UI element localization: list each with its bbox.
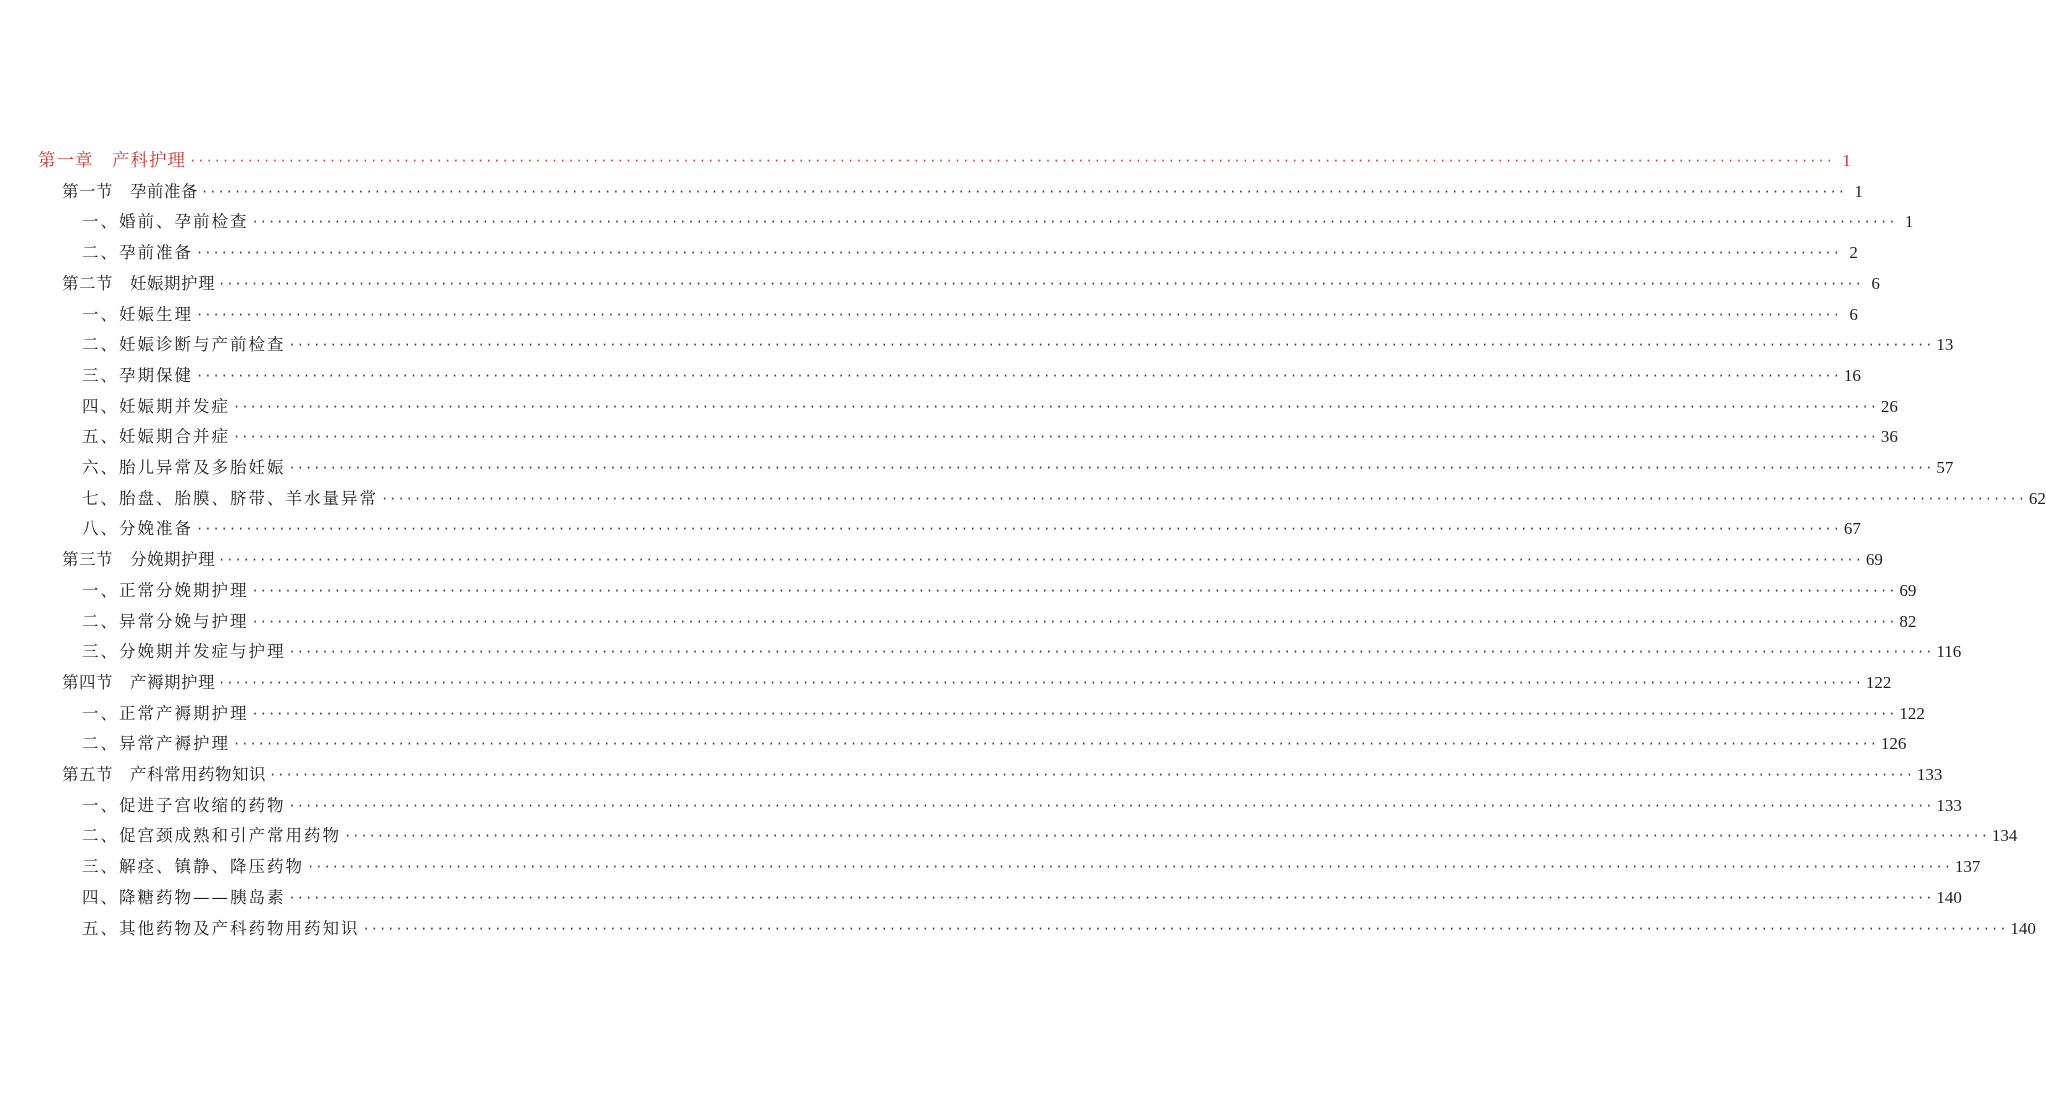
toc-entry-page: 116 xyxy=(1936,642,1962,662)
toc-section-entry[interactable] xyxy=(62,762,1943,788)
toc-entry-page: 1 xyxy=(1854,181,1863,201)
toc-section-entry[interactable] xyxy=(62,271,1880,297)
toc-item-entry[interactable] xyxy=(82,516,1861,542)
dot-leader: ········································································································································································································ xyxy=(218,675,1863,690)
dot-leader: ········································································································································································································ xyxy=(196,246,1841,261)
toc-item-entry[interactable] xyxy=(82,486,2046,512)
toc-item-entry[interactable] xyxy=(82,793,1962,819)
toc-entry-page: 26 xyxy=(1880,396,1898,416)
toc-entry-page: 69 xyxy=(1899,580,1917,600)
toc-item-entry[interactable] xyxy=(82,209,1914,235)
dot-leader: ········································································································································································································ xyxy=(233,399,1878,414)
toc-entry-label: 二、异常产褥护理 xyxy=(82,734,230,754)
dot-leader: ········································································································································································································ xyxy=(233,430,1878,445)
dot-leader: ········································································································································································································ xyxy=(288,645,1934,660)
toc-item-entry[interactable] xyxy=(82,302,1858,328)
toc-item-entry[interactable] xyxy=(82,363,1861,389)
dot-leader: ········································································································································································································ xyxy=(362,921,2008,936)
toc-item-entry[interactable] xyxy=(82,854,1981,880)
toc-entry-label: 第一节 孕前准备 xyxy=(62,181,198,201)
toc-entry-label: 三、孕期保健 xyxy=(82,365,193,385)
toc-item-entry[interactable] xyxy=(82,916,2036,942)
toc-entry-page: 137 xyxy=(1954,857,1981,877)
toc-entry-label: 一、正常分娩期护理 xyxy=(82,580,249,600)
toc-entry-label: 三、解痉、镇静、降压药物 xyxy=(82,857,304,877)
toc-entry-label: 第一章 产科护理 xyxy=(38,151,186,171)
toc-entry-page: 36 xyxy=(1880,427,1898,447)
toc-item-entry[interactable] xyxy=(82,885,1962,911)
toc-entry-page: 6 xyxy=(1871,273,1880,293)
toc-chapter-entry[interactable] xyxy=(38,148,1851,174)
toc-entry-label: 二、异常分娩与护理 xyxy=(82,611,249,631)
dot-leader: ········································································································································································································ xyxy=(288,890,1934,905)
toc-entry-page: 62 xyxy=(2028,488,2046,508)
toc-entry-page: 82 xyxy=(1899,611,1917,631)
toc-entry-label: 三、分娩期并发症与护理 xyxy=(82,642,286,662)
toc-entry-page: 1 xyxy=(1842,151,1851,170)
dot-leader: ········································································································································································································ xyxy=(201,184,1846,199)
toc-item-entry[interactable] xyxy=(82,823,2018,849)
toc-item-entry[interactable] xyxy=(82,424,1898,450)
toc-entry-label: 一、婚前、孕前检查 xyxy=(82,212,249,232)
dot-leader: ········································································································································································································ xyxy=(196,368,1841,383)
toc-entry-label: 六、胎儿异常及多胎妊娠 xyxy=(82,458,286,477)
dot-leader: ········································································································································································································ xyxy=(288,338,1934,353)
toc-entry-label: 八、分娩准备 xyxy=(82,519,193,539)
toc-entry-page: 16 xyxy=(1843,365,1861,385)
toc-entry-label: 第五节 产科常用药物知识 xyxy=(62,765,266,784)
toc-item-entry[interactable] xyxy=(82,455,1954,481)
toc-entry-label: 一、促进子宫收缩的药物 xyxy=(82,795,286,815)
dot-leader: ········································································································································································································ xyxy=(381,491,2026,506)
toc-entry-label: 四、妊娠期并发症 xyxy=(82,396,230,416)
dot-leader: ········································································································································································································ xyxy=(251,614,1897,629)
dot-leader: ········································································································································································································ xyxy=(233,737,1878,752)
dot-leader: ········································································································································································································ xyxy=(189,154,1834,168)
dot-leader: ········································································································································································································ xyxy=(288,461,1934,475)
toc-entry-label: 五、妊娠期合并症 xyxy=(82,427,230,447)
toc-entry-label: 五、其他药物及产科药物用药知识 xyxy=(82,918,360,938)
toc-section-entry[interactable] xyxy=(62,179,1863,205)
toc-entry-page: 134 xyxy=(1991,826,2018,846)
toc-item-entry[interactable] xyxy=(82,609,1917,635)
toc-section-entry[interactable] xyxy=(62,547,1883,573)
toc-entry-label: 一、妊娠生理 xyxy=(82,304,193,324)
toc-entry-page: 140 xyxy=(1936,887,1962,907)
toc-entry-page: 140 xyxy=(2010,918,2036,938)
dot-leader: ········································································································································································································ xyxy=(288,798,1934,813)
toc-item-entry[interactable] xyxy=(82,578,1917,604)
toc-item-entry[interactable] xyxy=(82,639,1962,665)
toc-entry-label: 二、妊娠诊断与产前检查 xyxy=(82,335,286,355)
toc-entry-label: 第三节 分娩期护理 xyxy=(62,550,215,570)
toc-entry-page: 1 xyxy=(1904,212,1914,232)
toc-entry-page: 133 xyxy=(1936,795,1962,815)
dot-leader: ········································································································································································································ xyxy=(218,276,1863,291)
toc-item-entry[interactable] xyxy=(82,332,1954,358)
toc-entry-label: 二、促宫颈成熟和引产常用药物 xyxy=(82,826,341,846)
dot-leader: ········································································································································································································ xyxy=(196,307,1841,322)
toc-entry-page: 57 xyxy=(1936,458,1954,477)
toc-entry-page: 69 xyxy=(1865,550,1883,570)
toc-entry-label: 七、胎盘、胎膜、脐带、羊水量异常 xyxy=(82,488,378,508)
dot-leader: ········································································································································································································ xyxy=(344,829,1989,844)
dot-leader: ········································································································································································································ xyxy=(196,522,1841,537)
toc-entry-page: 67 xyxy=(1843,519,1861,539)
dot-leader: ········································································································································································································ xyxy=(251,215,1897,230)
toc-entry-page: 6 xyxy=(1849,304,1858,324)
toc-item-entry[interactable] xyxy=(82,731,1907,757)
toc-entry-label: 一、正常产褥期护理 xyxy=(82,703,249,723)
toc-entry-page: 2 xyxy=(1849,243,1858,263)
dot-leader: ········································································································································································································ xyxy=(269,768,1914,782)
toc-item-entry[interactable] xyxy=(82,394,1898,420)
dot-leader: ········································································································································································································ xyxy=(251,706,1897,721)
dot-leader: ········································································································································································································ xyxy=(251,583,1897,598)
toc-entry-page: 122 xyxy=(1865,672,1892,692)
toc-entry-label: 四、降糖药物——胰岛素 xyxy=(82,887,286,907)
toc-entry-label: 二、孕前准备 xyxy=(82,243,193,263)
toc-entry-page: 126 xyxy=(1880,734,1907,754)
dot-leader: ········································································································································································································ xyxy=(307,860,1952,875)
toc-item-entry[interactable] xyxy=(82,240,1858,266)
toc-item-entry[interactable] xyxy=(82,701,1925,727)
toc-section-entry[interactable] xyxy=(62,670,1892,696)
toc-entry-page: 122 xyxy=(1899,703,1925,723)
toc-entry-label: 第四节 产褥期护理 xyxy=(62,672,215,692)
toc-entry-page: 13 xyxy=(1936,335,1954,355)
dot-leader: ········································································································································································································ xyxy=(218,553,1863,568)
toc-entry-label: 第二节 妊娠期护理 xyxy=(62,273,215,293)
toc-entry-page: 133 xyxy=(1916,765,1943,784)
